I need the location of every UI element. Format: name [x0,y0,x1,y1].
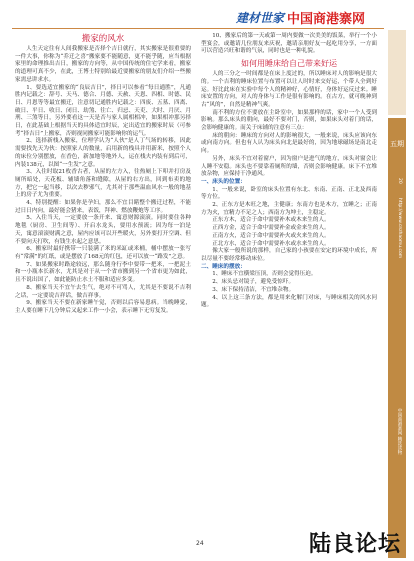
paragraph: 1、一般来说，卧室的床头位置有东北、东南、正南、正北及西南等方位。 [201,186,377,201]
paragraph: 床的朝向：睡床的方向对人的影响很大，一般来说，床头应该向东或向南方向。但也有人认为床头向北是最好的，因为地球磁场是南北走向。 [201,132,377,155]
page-number: 24 [196,540,204,547]
sidebar-vertical-caption: 中国商港寨网 精选读物 [397,408,402,455]
paragraph: 正东方木，适合于命中需要补木或木来生的人。 [212,217,330,224]
paragraph: 正北方水，适合于命中需要补水或水来生的人。 [212,240,330,247]
paragraph: 10、搬家后的第一天或第一周内要做一次美美的饭菜，举行一个小型宴会，或邀请几位朋友来庆祝，邀请亲朋好友一起吃用分享，一方面可以营造兴旺和谐的气氛，同时也是一种礼貌。 [201,33,377,55]
paragraph: 5、入住当天，一定要放一条开来、寓意财源滚滚。同时要住各种地毯（厨房、卫生间等）、开启水龙头，要用水预流；因为每一泊是天，寓意滚滚财满之意，屋内应该可以开些暖火，另外要打开空调、但不要向天打吹，有钱生水起之意思。 [15,215,191,245]
paragraph: 7、如果搬家时路途较远，那么随身行李中要带一把米，一把泥土和一小瓶本长新水，尤其是对于从一个省市搬到另一个省市更为如此，且不说出国了，如此能防止水土不服和适应多变。 [15,261,191,284]
paragraph: 像大家一般所说的那样，自己家的小孩要在安定的环境中成长，所以尽量不要经常移动床位。 [201,248,377,262]
paragraph: 正南方火，适合于命中需要补火或火来生的人。 [212,232,330,239]
paragraph: 2、选择新栈入搬家，位理学认为“人伙”是人丁气场的转移，因此需要找先天为伙：按照家人的数量，启用新的栈具并用新米，按照个人的床位分别摆放，在香色，新加地等地外人，运在栈夫内装有到后可，内装138元，以图“一生发”之意。 [15,138,191,168]
sidebar-strip [388,118,406,558]
paragraph: 人的三分之一时间都是在床上度过的，所以睡床对人的影响是很大的。一个吉利的睡床位置与布置可以让人时时来交好运，个带人全到好运。好比此床在实验中每个人的精神好，心情好，身体好运反过来。睡床安置的方向，对人的身体与工作是很有影响的。在古方，就可晚神到古“风的”，自然是精神气爽。 [201,71,377,108]
magazine-header [236,8,365,26]
paragraph: 2、正东方是木旺之地，主健康；东南方也是木方，宜睡之；正南方为火，宜精力不足之人；西南方为坤土，主稳定。 [201,202,377,216]
article-title-bed: 如何用睡床给自己带来好运 [241,59,337,69]
paragraph: 8、搬家当天不宜午去生气，绝对不可骂人，尤其是不要说不吉利之话，一定要说吉祥话，做吉祥事。 [15,284,191,299]
paragraph: 4、特别提醒：如果你是孕妇，那么不宜目睹整个搬迁过程，不能过日日内向，最好能会猪来，表饭，拜神、燃放鞭炮等工序。 [15,200,191,214]
subheading-bed-placement: 二、睡床的摆放： [201,263,246,270]
paragraph: 6、搬家时最好携带一只装满了米的米缸或米桶，桶中摆放一张写有“常满”的红纸，或是摆放了168元的红包，还可以放一“路发”之意。 [15,246,191,260]
paragraph: 1、要选适宜搬家的“良辰吉日”，择日可以参看“每日通胜”，凡通胜内记载之：辞号、天马、德合、月德、天赦、天恩、四相、时德、民日、月恩等等最宜搬迁，注意切记通胜内记载之：四废、五墓、四离、破日、平日、收日、闭日、劫煞、往亡、归忌、天吏、大时、月厌、月刑、三煞等日，另外要看这一天是否与家人属相相冲，如果相冲那另择日，在此基础上根据当天的具体适宜时辰，定出适宜的搬家时辰（可参考“择吉日”上搬家，否则视同搬家可能影响你的运气。 [15,84,191,137]
forum-watermark: 陆良论坛 [309,532,402,557]
right-column [201,33,377,310]
paragraph: 1、睡床不宜横梁压顶，否则会觉得压迫。 [212,271,317,278]
paragraph: 3、床下保持清洁，不宜堆杂物。 [212,286,295,293]
paragraph: 2、床头忌对镜子，避免受惊吓。 [212,279,295,286]
sidebar-vertical-number: 20 [397,178,402,184]
paragraph: 另外，床头不宜对着窗户，因为窗户是进气的地方，床头对窗会让人睡不安稳。床头也不要靠着厕所的墙，否则会影响健康。床下不宜堆放杂物，应保持干净通风。 [201,155,377,178]
sidebar-vertical-url: http://www.cnzhaomu.com [397,198,402,259]
brand-logo-text: 建材世家 [236,10,285,25]
subheading-bed-position: 一、床头的位置： [201,178,246,185]
paragraph: 南不利的方位不要放在主卧室中，如果那样的话，家中一个人受到影响。那么床头的朝向，最好不要对门，否则，如果床头对着门的话，会影响健康的。而关于床铺的注意有三点： [201,109,377,132]
paragraph: 3、入住时取21枚香古者，从屋的左方入，往热厕上下叩并打房及厕所暗处，天花板、辅墙角落和缝隙，从屋的右方出，回到布卖的地方，把它一起当移，以次去秽邪气，尤其对于那些温血风水一般的地基上的房子尤为重要。 [15,169,191,199]
site-name: 中国商港寨网 [287,11,366,27]
sidebar-top-block [388,30,406,115]
paragraph: 正西方金，适合于命中需要补金或金来生的人。 [212,225,330,232]
article-title-moving: 搬家的风水 [81,34,125,44]
sidebar-issue-label: 五期 [390,140,404,148]
paragraph: 4、以上这三条方法，都是用来化解门对床，与睡床相关的风水问题。 [201,294,377,309]
paragraph: 9、搬家当天不要在新家睡午觉，否则以后容易患病。当晚睡觉，主人要在睡下几分钟后又起来工作一小会，表示睡下无穷复发。 [15,300,191,314]
paragraph: 人生天定往有人间我搬家是否择个吉日就行，其实搬家是很重要的一件大事，你称为“乔迁之喜”搬家要不能随意，更不能乎随，应当根据家里的命理推出吉日，搬家的方向等，从中国传统的住宅学来看，搬家的道理可真不少，在此，王博士特别给最近要搬家的朋友们介绍一些搬家需忌讲求水。 [15,46,191,83]
header-rule [12,28,384,29]
left-column [15,33,191,316]
